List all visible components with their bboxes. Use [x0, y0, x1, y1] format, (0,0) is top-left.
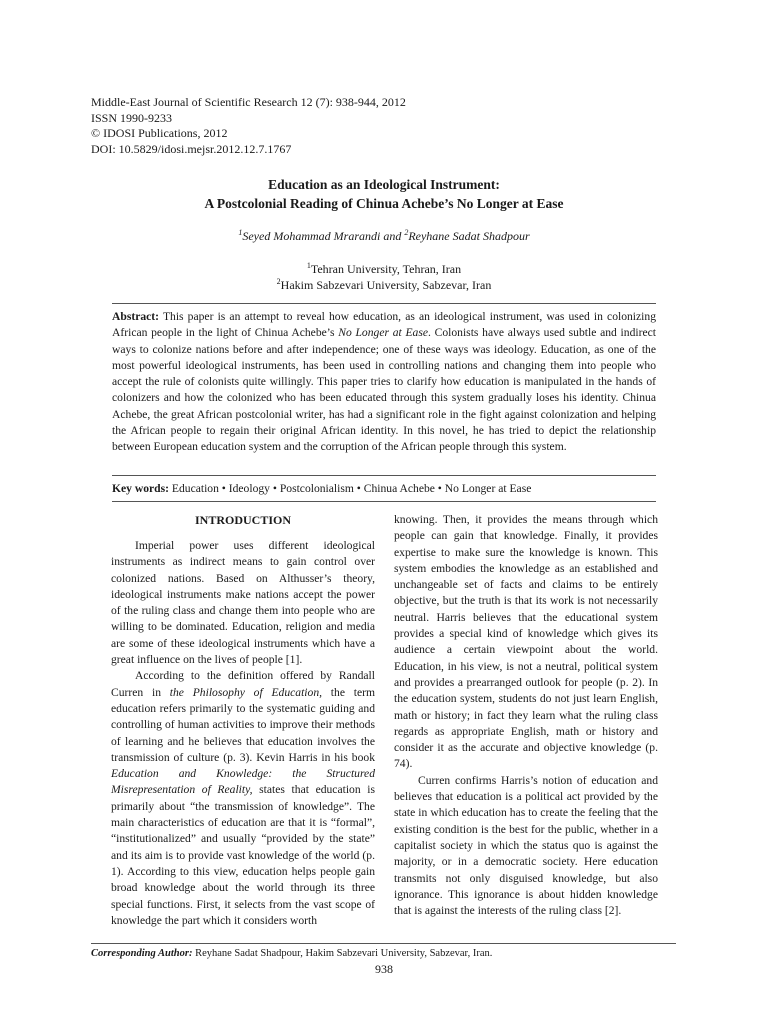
paragraph-2-continued: knowing. Then, it provides the means through which people can gain that knowledge. Finally, it provides expertise to make sure the knowledge is known. This system embodies the knowledge as an established and unchangeable set of facts and claims to be entirely objective, but the truth is that its work is not necessarily neutral. Harris believes that the educational system provides a special kind of knowledge which gives its audience a certain viewpoint about the world. Education, in his view, is not a neutral, political system and provides a prearranged outlook for people (p. 2). In the education system, students do not just learn English, math or history; in fact they learn what the ruling class regards as appropriate English, math or history and consider it as the accurate and objective knowledge (p. 74). — [394, 513, 658, 771]
affiliations — [0, 261, 768, 293]
section-heading-introduction: INTRODUCTION — [194, 513, 291, 527]
abstract-label: Abstract: — [112, 310, 160, 323]
abstract-bottom-rule — [112, 475, 656, 476]
copyright: © IDOSI Publications, 2012 — [91, 126, 228, 140]
keywords-label: Key words: — [112, 482, 169, 495]
affiliation-2 — [0, 277, 768, 293]
abstract-book-title: No Longer at Ease — [338, 326, 428, 340]
paragraph-2-c: states that education is primarily about “the transmission of knowledge”. The main characteristics of education are that it is “formal”, “institutionalized” and usually “provided by the state” and its aim is to provide vast knowledge of the world (p. 1). According to this view, education helps people gain broad knowledge about the world through its three special functions. First, it selects from the vast scope of knowledge the part which it considers worth — [111, 783, 375, 927]
page-number: 938 — [375, 962, 393, 976]
keywords-text: Education • Ideology • Postcolonialism • Chinua Achebe • No Longer at Ease — [169, 482, 532, 495]
doi: DOI: 10.5829/idosi.mejsr.2012.12.7.1767 — [91, 141, 292, 156]
journal-citation: Middle-East Journal of Scientific Research 12 (7): 938-944, 2012 — [91, 95, 406, 109]
left-column — [111, 512, 375, 929]
paragraph-2 — [111, 668, 375, 929]
affiliation-1 — [0, 261, 768, 277]
paragraph-2-b: the term education refers primarily to the systematic guiding and controlling of human activities to improve their methods of learning and he believes that education involves the transmission of culture (p. 3). Kevin Harris in his book — [111, 685, 375, 764]
journal-metadata — [91, 95, 406, 157]
author-1: Seyed Mohammad Mrarandi — [242, 229, 381, 243]
title-line-2: A Postcolonial Reading of Chinua Achebe’s No Longer at Ease — [204, 196, 564, 211]
paragraph-2-italic-1: the Philosophy of Education, — [169, 685, 323, 699]
keywords — [112, 482, 656, 495]
abstract-text-b: . Colonists have always used subtle and indirect ways to colonize nations before and after independence; one of these ways was ideology. Education, as one of the most powerful ideological instruments, has been used in controlling nations and changing them into people who accept the rule of colonists quite willingly. This paper tries to clarify how education is manipulated in the hands of colonizers and how the colonized who has been educated through this system gradually loses his identity. Chinua Achebe, the great African postcolonial writer, has had a significant role in the fight against colonization and helping the African people to regain their original African identity. In this novel, he has tried to depict the relationship between European education system and the corruption of the African people through this system. — [112, 326, 656, 454]
paragraph-2-a: According to the definition offered by Randall Curren in — [111, 669, 375, 699]
footer-rule — [91, 943, 676, 944]
corresponding-author — [91, 948, 492, 959]
corresponding-author-text: Reyhane Sadat Shadpour, Hakim Sabzevari University, Sabzevar, Iran. — [192, 948, 493, 959]
author-list — [0, 229, 768, 244]
affiliation-2-mark: 2 — [276, 277, 281, 286]
keywords-bottom-rule — [112, 501, 656, 502]
paragraph-2-italic-2: Education and Knowledge: the Structured Misrepresentation of Reality, — [111, 767, 375, 797]
corresponding-author-label: Corresponding Author: — [91, 948, 193, 959]
affiliation-2-text: Hakim Sabzevari University, Sabzevar, Iran — [280, 278, 492, 292]
author-2: Reyhane Sadat Shadpour — [408, 229, 530, 243]
affiliation-1-text: Tehran University, Tehran, Iran — [310, 262, 462, 276]
author2-affil-mark: 2 — [404, 228, 409, 237]
author-conjunction: and — [380, 229, 405, 243]
author1-affil-mark: 1 — [238, 228, 243, 237]
abstract — [112, 309, 656, 456]
issn: ISSN 1990-9233 — [91, 110, 173, 125]
title-line-1: Education as an Ideological Instrument: — [268, 177, 500, 192]
paragraph-3: Curren confirms Harris’s notion of education and believes that education is a political act provided by the state in which education has to create the feeling that the existing condition is the best for the public, whether in a capitalist society in which the status quo is against the majority, or in a democratic society. Here education transmits not only disguised knowledge, but also ignorance. This ignorance is about hidden knowledge that is against the interests of the ruling class [2]. — [394, 773, 658, 918]
paper-title — [0, 175, 768, 213]
affiliation-1-mark: 1 — [306, 261, 311, 270]
paragraph-1: Imperial power uses different ideological instruments as indirect means to gain control over colonized nations. Based on Althusser’s theory, ideological instruments make nations accept the power of the ruling class and change them into people who are willing to be dominated. Education, religion and media are some of these ideological instruments which have a great influence on the lives of people [1]. — [111, 539, 375, 667]
abstract-top-rule — [112, 303, 656, 304]
right-column — [394, 512, 658, 919]
abstract-text-a: This paper is an attempt to reveal how education, as an ideological instrument, was used in colonizing African people in the light of Chinua Achebe’s — [112, 310, 656, 340]
